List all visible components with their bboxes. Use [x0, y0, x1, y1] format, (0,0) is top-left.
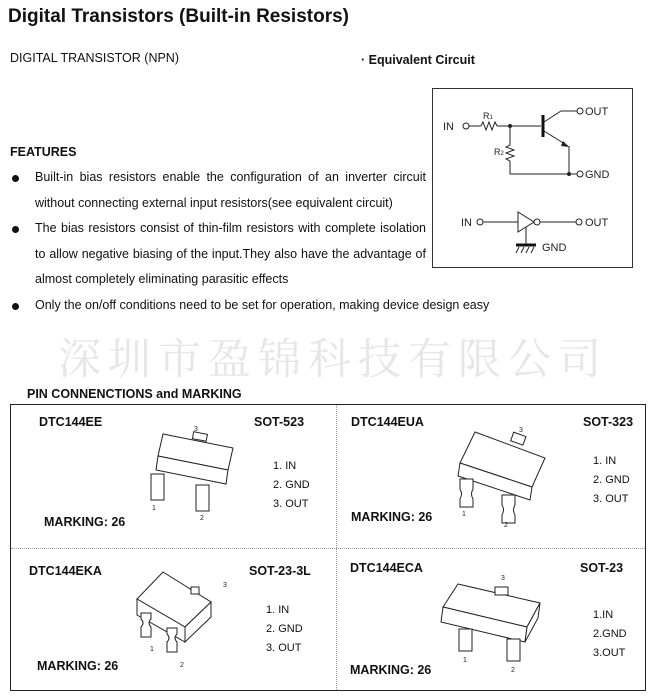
part-name: DTC144ECA	[350, 561, 423, 575]
features-heading: FEATURES	[10, 145, 77, 159]
svg-text:OUT: OUT	[585, 106, 609, 118]
page-title: Digital Transistors (Built-in Resistors)	[8, 6, 349, 27]
equivalent-circuit-label: · Equivalent Circuit	[361, 53, 475, 67]
package-name: SOT-23	[580, 561, 624, 575]
sot23-3l-package-icon	[129, 569, 229, 669]
pin-list: 1. IN 2. GND 3. OUT	[273, 460, 310, 510]
svg-text:2: 2	[511, 667, 515, 674]
in-label: IN	[443, 121, 454, 133]
device-type: DIGITAL TRANSISTOR (NPN)	[10, 51, 180, 65]
svg-text:2: 2	[200, 515, 204, 522]
feature-item: Built-in bias resistors enable the configuration of an inverter circuit without connecting external input resistors(see equivalent circuit)	[10, 165, 426, 216]
marking-code: MARKING: 26	[44, 515, 126, 529]
svg-text:1: 1	[152, 505, 156, 512]
package-name: SOT-323	[583, 415, 634, 429]
equivalent-circuit-diagram	[432, 88, 633, 268]
svg-text:1: 1	[462, 511, 466, 518]
svg-text:3: 3	[223, 582, 227, 589]
svg-text:2: 2	[180, 662, 184, 669]
svg-text:1: 1	[150, 646, 154, 653]
part-cell-dtc144eka	[11, 549, 329, 691]
part-name: DTC144EUA	[351, 415, 424, 429]
pin-section-heading: PIN CONNENCTIONS and MARKING	[27, 387, 242, 401]
svg-text:IN: IN	[461, 217, 472, 229]
marking-code: MARKING: 26	[351, 510, 433, 524]
part-name: DTC144EE	[39, 415, 103, 429]
part-cell-dtc144eua	[337, 405, 655, 547]
bullet-icon	[12, 303, 19, 310]
features-list	[10, 165, 490, 318]
marking-code: MARKING: 26	[37, 659, 119, 673]
sot523-package-icon	[146, 423, 236, 523]
feature-item: The bias resistors consist of thin-film resistors with complete isolation to allow negative biasing of the input.They also have the advantage of almost completely eliminating parasitic effects	[10, 216, 426, 293]
company-watermark: 深圳市盈锦科技有限公司	[58, 335, 608, 385]
svg-text:3: 3	[519, 427, 523, 434]
pin-marking-grid	[10, 404, 646, 691]
pin-list: 1. IN 2. GND 3. OUT	[266, 604, 303, 654]
svg-text:R1: R1	[483, 111, 493, 121]
pin-list: 1.IN 2.GND 3.OUT	[593, 609, 627, 659]
part-cell-dtc144eca	[337, 549, 655, 691]
package-name: SOT-523	[254, 415, 305, 429]
bullet-icon	[12, 226, 19, 233]
bullet-icon	[12, 175, 19, 182]
svg-text:3: 3	[194, 426, 198, 433]
sot23-package-icon	[437, 569, 552, 674]
circuit-schematic-icon	[433, 89, 631, 266]
part-cell-dtc144ee	[11, 405, 329, 547]
svg-text:1: 1	[463, 657, 467, 664]
svg-text:2: 2	[504, 522, 508, 528]
marking-code: MARKING: 26	[350, 663, 432, 677]
feature-item: Only the on/off conditions need to be set for operation, making device design easy	[10, 293, 530, 319]
svg-text:GND: GND	[542, 242, 567, 254]
svg-text:3: 3	[501, 575, 505, 582]
pin-list: 1. IN 2. GND 3. OUT	[593, 455, 630, 505]
package-name: SOT-23-3L	[249, 564, 311, 578]
part-name: DTC144EKA	[29, 564, 102, 578]
svg-text:OUT: OUT	[585, 217, 609, 229]
sot323-package-icon	[452, 423, 552, 528]
svg-text:R2: R2	[494, 147, 504, 157]
svg-text:GND: GND	[585, 169, 610, 181]
